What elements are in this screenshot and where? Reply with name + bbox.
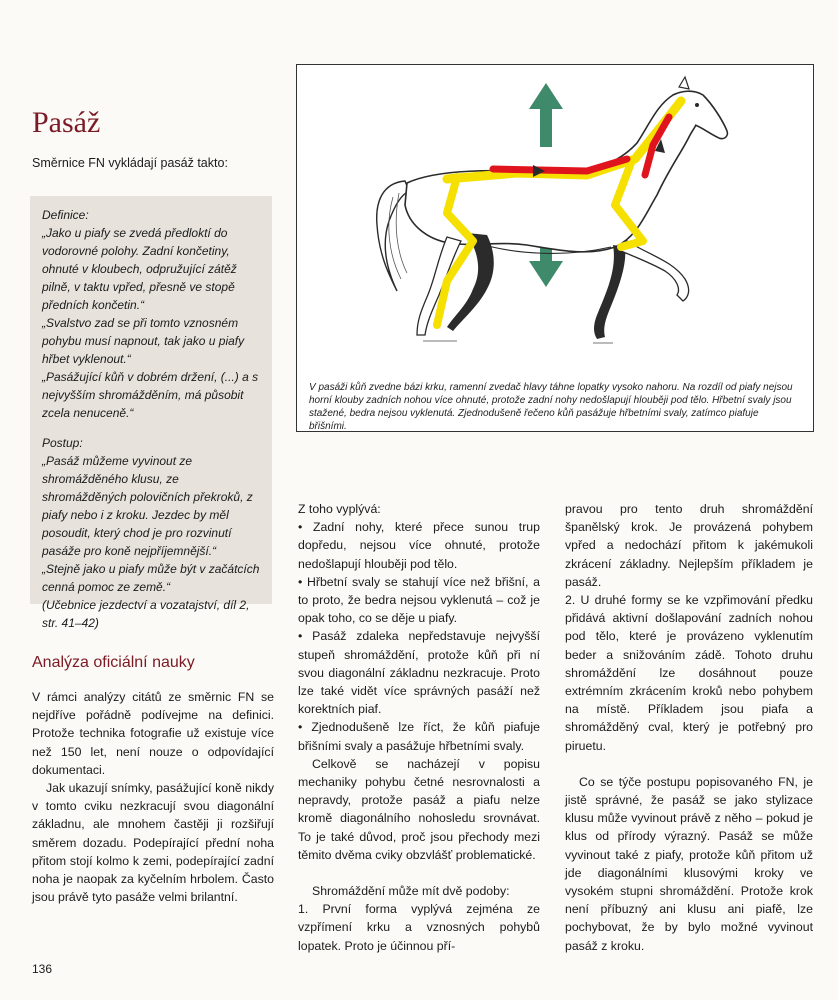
procedure-line: „Pasáž můžeme vyvinout ze shromážděného klusu, ze shromážděných polovičních překroků, z piafy nebo i z kroku. Jezdec by měl posoudit, který chod je pro rozvinutí pasáže pro koně nejpříjemnější.“ <box>42 454 253 558</box>
paragraph: 2. U druhé formy se ke vzpřimování předku přidává aktivní došlapování zadních nohou pod tělo, které je provázeno vyklenutím beder a snižováním zádě. Tohoto druhu shromáždění lze dosáhnout pouze extrémním zkrácením kroků nebo pohybem na místě. Příkladem jsou piafa a shromážděný cval, který je potřebný pro piruetu. <box>565 593 813 753</box>
middle-column <box>298 500 540 955</box>
intro-text: Směrnice FN vykládají pasáž takto: <box>32 156 228 170</box>
quote-box <box>30 196 272 630</box>
page-title: Pasáž <box>32 106 101 139</box>
paragraph: Jak ukazují snímky, pasážující koně nikdy v tomto cviku nezkracují svou diagonální základnu, ale mnohem častěji ji rozšiřují směrem dozadu. Podepírající přední noha přitom stojí kolmo k zemi, podepírající zadní noha je naopak za kyčelním hrbolem. Často jsou právě tyto pasáže velmi brilantní. <box>32 781 274 905</box>
paragraph: Co se týče postupu popisovaného FN, je jistě správné, že pasáž se jako stylizace klusu může vyvinout právě z něho – pokud je klus od přírody výrazný. Pasáž se může vyvinout také z piafy, protože kůň přitom už jde diagonálními klusovými kroky ve vysokém stupni shromáždění. Protože krok není příbuzný ani klusu ani piafě, lze pochybovat, že by bylo možné vyvinout pasáž z kroku. <box>565 774 813 953</box>
paragraph: Shromáždění může mít dvě podoby: <box>312 884 510 899</box>
page-number: 136 <box>32 962 53 976</box>
bullet-item: • Pasáž zdaleka nepředstavuje nejvyšší stupeň shromáždění, protože kůň při ní svou diagonální základnu nezkracuje. Proto lze také vidět více správných pasáží než korektních piaf. <box>298 629 540 717</box>
figure-caption: V pasáži kůň zvedne bázi krku, ramenní zvedač hlavy táhne lopatky vysoko nahoru. Na rozdíl od piafy nejsou horní klouby zadních nohou více ohnuté, protože zadní nohy nedošlapují hlouběji pod tělo. Hřbetní svaly jsou stažené, bedra nejsou vyklenutá. Zjednodušeně řečeno kůň pasážuje hřbetními svaly, zatímco piafuje břišními. <box>309 382 793 432</box>
left-column <box>32 688 274 906</box>
paragraph: 1. První forma vyplývá zejména ze vzpřímení krku a vznosných pohybů lopatek. Proto je účinnou pří- <box>298 902 540 953</box>
paragraph: Celkově se nacházejí v popisu mechaniky pohybu četné nesrovnalosti a nepravdy, protože pasáž a piafu nelze kromě diagonálního nohosledu srovnávat. To je také důvod, proč jsou přechody mezi těmito dvěma cviky obzvlášť problematické. <box>298 756 540 862</box>
lead-text: Z toho vyplývá: <box>298 502 381 516</box>
analysis-heading: Analýza oficiální nauky <box>32 654 195 671</box>
up-arrow-icon <box>529 83 563 147</box>
bullet-item: • Zadní nohy, které přece sunou trup dopředu, nejsou více ohnuté, protože nedošlapují hlouběji pod tělo. <box>298 520 540 571</box>
procedure-line: „Stejně jako u piafy může být v začátcích cenná pomoc ze země.“ <box>42 562 260 594</box>
horse-illustration <box>297 65 813 431</box>
paragraph: V rámci analýzy citátů ze směrnic FN se nejdříve pořádně podívejme na definici. Protože technika fotografie už existuje více než 150 let, není nouze o odpovídající dokumentaci. <box>32 690 274 777</box>
horse-figure <box>296 64 814 432</box>
definition-line: „Jako u piafy se zvedá předloktí do vodorovné polohy. Zadní končetiny, ohnuté v kloubech, odpružující zátěž pilně, v taktu vpřed, přesně ve stopě předních končetin.“ <box>42 226 237 312</box>
horse-front-leg <box>594 245 625 339</box>
definition-line: „Pasážující kůň v dobrém držení, (...) a s nejvyšším shromážděním, má působit zcela nenuceně.“ <box>42 370 259 420</box>
procedure-source: (Učebnice jezdectví a vozatajství, díl 2, str. 41–42) <box>42 598 250 630</box>
procedure-heading: Postup: <box>42 436 83 450</box>
definition-heading: Definice: <box>42 208 89 222</box>
definition-line: „Svalstvo zad se při tomto vznosném pohybu musí napnout, tak jako u piafy hřbet vyklenout.“ <box>42 316 245 366</box>
bullet-item: • Hřbetní svaly se stahují více než břišní, a to proto, že bedra nejsou vyklenutá – což je opak toho, co se děje u piafy. <box>298 574 540 626</box>
paragraph: pravou pro tento druh shromáždění španělský krok. Je provázená pohybem vpřed a nedochází přitom k jakémukoli zkrácení základny. Nejlepším příkladem je pasáž. <box>565 502 813 589</box>
right-column <box>565 500 813 955</box>
bullet-item: • Zjednodušeně lze říct, že kůň piafuje břišními svaly a pasážuje hřbetními svaly. <box>298 720 540 753</box>
